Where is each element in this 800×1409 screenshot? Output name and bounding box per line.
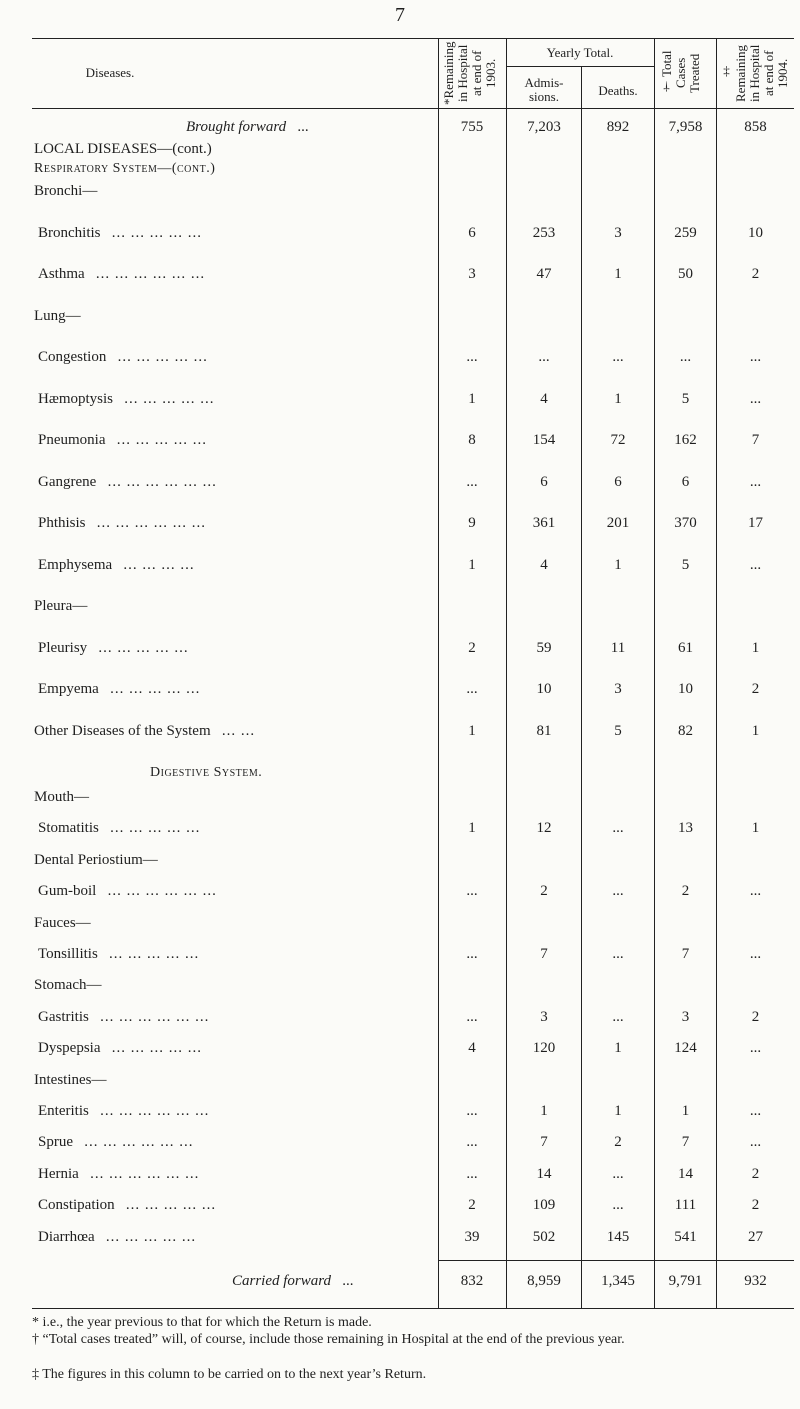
leader-dots: ... ... ... ... ... <box>110 820 201 837</box>
cell-remaining-1904: ... <box>749 883 762 900</box>
disease-name: Enteritis <box>38 1103 89 1119</box>
table-row <box>0 346 800 368</box>
cell-admissions: 59 <box>536 639 552 656</box>
cell-total-treated: 7 <box>681 946 690 962</box>
cell-admissions: 2 <box>540 883 548 900</box>
header-bottom-rule <box>32 108 794 109</box>
brought-forward-row <box>0 116 800 138</box>
disease-name: Diarrhœa <box>38 1228 95 1245</box>
cell-remaining-1904: 2 <box>751 1165 760 1182</box>
cell-remaining-1903: ... <box>466 1134 478 1151</box>
cell-admissions: 4 <box>540 390 548 407</box>
cell-deaths: 11 <box>610 639 626 656</box>
cell-total-treated: 50 <box>678 266 693 282</box>
table-row <box>0 637 800 659</box>
cell-admissions: 502 <box>532 1228 556 1245</box>
table-row <box>0 880 800 902</box>
table-row <box>0 912 800 934</box>
cell-total-treated: 5 <box>681 390 690 407</box>
page-number: 7 <box>395 4 405 26</box>
cell-remaining-1903: ... <box>466 473 478 490</box>
disease-name: Asthma <box>38 266 85 282</box>
cell-admissions: 12 <box>536 820 552 837</box>
table-row <box>0 429 800 451</box>
cell-total-treated: 5 <box>681 556 690 573</box>
cf-admissions: 8,959 <box>527 1273 561 1289</box>
cell-remaining-1904: ... <box>749 390 762 407</box>
cell-remaining-1904: 7 <box>751 432 760 448</box>
disease-name: Stomach— <box>34 977 102 994</box>
cell-deaths: ... <box>612 946 624 962</box>
cell-remaining-1904: 2 <box>751 1197 760 1214</box>
table-row <box>0 1100 800 1122</box>
cell-total-treated: 6 <box>681 473 690 490</box>
disease-name: Dyspepsia <box>38 1040 101 1057</box>
cell-remaining-1904: 27 <box>748 1228 763 1245</box>
bf-deaths: 892 <box>606 119 630 135</box>
header-deaths: Deaths. <box>598 83 638 98</box>
cell-remaining-1903: 2 <box>468 639 476 656</box>
disease-name: Stomatitis <box>38 820 99 837</box>
cell-admissions: ... <box>538 349 550 365</box>
leader-dots: ... ... ... ... ... ... <box>107 473 217 490</box>
cell-remaining-1903: ... <box>466 1103 478 1119</box>
cell-remaining-1903: 6 <box>468 224 476 241</box>
header-yearly-total: Yearly Total. <box>546 45 614 60</box>
carried-forward-label: Carried forward <box>232 1273 332 1289</box>
cell-total-treated: 1 <box>681 1103 690 1119</box>
section-local-diseases: LOCAL DISEASES—(cont.) <box>34 141 212 157</box>
brought-forward-dots: ... <box>297 119 309 135</box>
cell-total-treated: 3 <box>681 1008 690 1025</box>
disease-name: Bronchi— <box>34 183 98 199</box>
cell-remaining-1903: ... <box>466 1008 478 1025</box>
table-row <box>0 512 800 534</box>
header-diseases: Diseases. <box>85 65 135 80</box>
table-row <box>0 1194 800 1216</box>
cell-remaining-1903: ... <box>466 349 478 365</box>
cell-deaths: ... <box>612 820 624 837</box>
cell-total-treated: 259 <box>674 224 697 241</box>
cell-admissions: 10 <box>536 681 552 697</box>
cell-total-treated: 541 <box>674 1228 697 1245</box>
disease-name: Lung— <box>34 307 81 324</box>
cell-remaining-1903: ... <box>466 1165 478 1182</box>
carried-forward-top-rule <box>438 1260 794 1261</box>
cell-remaining-1904: ... <box>749 473 762 490</box>
carried-forward-row <box>0 1270 800 1292</box>
cell-total-treated: 111 <box>674 1197 697 1214</box>
cell-remaining-1904: 2 <box>751 1008 760 1025</box>
cell-remaining-1903: 3 <box>468 266 476 282</box>
cell-admissions: 6 <box>540 473 548 490</box>
disease-name: Bronchitis <box>38 224 101 241</box>
section-digestive: Digestive System. <box>150 765 263 780</box>
header-total-treated: † Total Cases Treated <box>659 50 702 96</box>
cf-total-treated: 9,791 <box>668 1273 703 1289</box>
cell-remaining-1903: ... <box>466 883 478 900</box>
table-row <box>0 471 800 493</box>
cell-deaths: 3 <box>614 224 622 241</box>
cell-total-treated: 2 <box>681 883 690 900</box>
cell-deaths: 1 <box>614 1040 622 1057</box>
cell-remaining-1903: 4 <box>468 1040 476 1057</box>
table-row <box>0 595 800 617</box>
table-row <box>0 263 800 285</box>
cell-deaths: 1 <box>614 1103 622 1119</box>
cell-admissions: 120 <box>532 1040 556 1057</box>
cell-deaths: 6 <box>614 473 622 490</box>
cell-admissions: 1 <box>540 1103 548 1119</box>
table-row <box>0 1006 800 1028</box>
footnote-double-dagger: ‡ The figures in this column to be carried on to the next year’s Return. <box>32 1367 427 1382</box>
yearly-total-rule <box>506 66 654 67</box>
cell-remaining-1903: ... <box>466 681 478 697</box>
cell-total-treated: 124 <box>674 1040 697 1057</box>
cell-deaths: 5 <box>614 722 622 739</box>
cell-remaining-1903: 9 <box>468 515 476 531</box>
leader-dots: ... ... <box>221 722 256 739</box>
disease-name: Pleurisy <box>38 639 88 656</box>
cell-total-treated: 370 <box>674 515 697 531</box>
cell-total-treated: 162 <box>674 432 697 448</box>
table-top-rule <box>32 38 794 39</box>
bf-remaining-1904: 858 <box>744 119 767 135</box>
cell-remaining-1903: 1 <box>468 556 476 573</box>
cell-remaining-1904: 1 <box>751 639 760 656</box>
table-row <box>0 222 800 244</box>
cell-total-treated: 82 <box>678 722 693 739</box>
cell-remaining-1904: ... <box>749 1103 762 1119</box>
disease-name: Empyema <box>38 681 99 697</box>
cell-remaining-1903: 1 <box>468 722 476 739</box>
leader-dots: ... ... ... ... ... <box>111 1040 202 1057</box>
cell-remaining-1903: 1 <box>468 820 476 837</box>
table-row <box>0 1037 800 1059</box>
table-row <box>0 180 800 202</box>
cell-remaining-1904: ... <box>749 556 762 573</box>
disease-name: Congestion <box>38 349 107 365</box>
cell-deaths: 145 <box>606 1228 630 1245</box>
table-row <box>0 849 800 871</box>
leader-dots: ... ... ... ... ... ... <box>90 1165 200 1182</box>
table-row <box>0 786 800 808</box>
disease-name: Gastritis <box>38 1008 89 1025</box>
cell-remaining-1904: ... <box>749 946 762 962</box>
cell-remaining-1903: 39 <box>464 1228 480 1245</box>
bf-total-treated: 7,958 <box>668 119 703 135</box>
leader-dots: ... ... ... ... ... <box>110 681 201 697</box>
section-respiratory: Respiratory System—(cont.) <box>34 161 216 176</box>
table-row <box>0 678 800 700</box>
footnote-dagger: † “Total cases treated” will, of course, include those remaining in Hospital at the end of the previous year. <box>32 1332 625 1347</box>
disease-name: Fauces— <box>34 914 91 931</box>
leader-dots: ... ... ... ... ... ... <box>95 266 206 282</box>
disease-name: Gum-boil <box>38 883 97 900</box>
cell-remaining-1904: ... <box>749 1134 762 1151</box>
disease-name: Mouth— <box>34 789 90 805</box>
cell-deaths: 201 <box>606 515 630 531</box>
leader-dots: ... ... ... ... ... <box>125 1197 217 1214</box>
cell-admissions: 7 <box>540 1134 548 1151</box>
cell-admissions: 47 <box>536 266 552 282</box>
cell-deaths: 72 <box>610 432 626 448</box>
leader-dots: ... ... ... ... ... <box>109 946 200 962</box>
table-row <box>0 388 800 410</box>
cell-total-treated: 14 <box>678 1165 693 1182</box>
cell-deaths: 2 <box>614 1134 622 1151</box>
disease-name: Pneumonia <box>38 432 106 448</box>
leader-dots: ... ... ... ... ... ... <box>100 1103 210 1119</box>
cell-remaining-1904: 1 <box>751 722 760 739</box>
cell-remaining-1903: 2 <box>468 1197 476 1214</box>
leader-dots: ... ... ... ... ... <box>116 432 207 448</box>
table-row <box>0 817 800 839</box>
leader-dots: ... ... ... ... ... ... <box>84 1134 194 1151</box>
cell-admissions: 361 <box>532 515 556 531</box>
disease-name: Sprue <box>38 1134 73 1151</box>
cell-deaths: ... <box>612 349 624 365</box>
table-row <box>0 974 800 996</box>
leader-dots: ... ... ... ... ... <box>98 639 189 656</box>
disease-name: Phthisis <box>38 515 86 531</box>
cell-total-treated: 13 <box>678 820 693 837</box>
disease-name: Tonsillitis <box>38 946 98 962</box>
cell-deaths: 1 <box>614 390 622 407</box>
leader-dots: ... ... ... ... <box>123 556 195 573</box>
cell-deaths: 1 <box>614 556 622 573</box>
table-row <box>0 554 800 576</box>
table-bottom-rule <box>32 1308 794 1309</box>
disease-name: Constipation <box>38 1197 115 1214</box>
disease-name: Dental Periostium— <box>34 851 158 868</box>
cf-deaths: 1,345 <box>601 1273 635 1289</box>
cell-remaining-1903: ... <box>466 946 478 962</box>
disease-name: Other Diseases of the System <box>34 722 211 739</box>
cell-deaths: ... <box>612 1008 624 1025</box>
cell-deaths: ... <box>612 1197 624 1214</box>
cell-remaining-1904: 2 <box>751 681 760 697</box>
cell-remaining-1904: ... <box>749 349 762 365</box>
leader-dots: ... ... ... ... ... <box>124 390 215 407</box>
footnote-star: * i.e., the year previous to that for which the Return is made. <box>32 1315 372 1330</box>
cell-remaining-1903: 1 <box>468 390 476 407</box>
leader-dots: ... ... ... ... ... ... <box>107 883 217 900</box>
leader-dots: ... ... ... ... ... <box>111 224 202 241</box>
cell-total-treated: ... <box>679 349 692 365</box>
cell-remaining-1904: 2 <box>751 266 760 282</box>
cell-total-treated: 61 <box>678 639 693 656</box>
disease-name: Pleura— <box>34 598 88 614</box>
table-row <box>0 1069 800 1091</box>
disease-name: Gangrene <box>38 473 97 490</box>
table-row <box>0 305 800 327</box>
cell-admissions: 109 <box>532 1197 556 1214</box>
cell-remaining-1904: ... <box>749 1040 762 1057</box>
bf-remaining-1903: 755 <box>460 119 484 135</box>
cell-deaths: 3 <box>614 681 622 697</box>
leader-dots: ... ... ... ... ... ... <box>100 1008 210 1025</box>
cf-remaining-1904: 932 <box>744 1273 767 1289</box>
leader-dots: ... ... ... ... ... <box>117 349 208 365</box>
cell-admissions: 253 <box>532 224 556 241</box>
leader-dots: ... ... ... ... ... <box>105 1228 197 1245</box>
cell-admissions: 154 <box>532 432 556 448</box>
table-row <box>0 720 800 742</box>
cell-remaining-1903: 8 <box>468 432 476 448</box>
cell-total-treated: 7 <box>681 1134 690 1151</box>
cell-deaths: ... <box>612 883 624 900</box>
table-row <box>0 1226 800 1248</box>
table-row <box>0 1163 800 1185</box>
bf-admissions: 7,203 <box>527 119 561 135</box>
table-row <box>0 943 800 965</box>
cell-deaths: ... <box>612 1165 624 1182</box>
brought-forward-label: Brought forward <box>186 119 287 135</box>
disease-name: Intestines— <box>34 1071 107 1088</box>
carried-forward-dots: ... <box>342 1273 354 1289</box>
header-remaining-1903: *Remaining in Hospital at end of 1903. <box>441 41 498 105</box>
header-remaining-1904: ‡ Remaining in Hospital at end of 1904. <box>719 44 790 102</box>
cf-remaining-1903: 832 <box>460 1273 484 1289</box>
cell-admissions: 7 <box>540 946 548 962</box>
disease-name: Hernia <box>38 1165 79 1182</box>
cell-admissions: 3 <box>540 1008 548 1025</box>
cell-total-treated: 10 <box>678 681 693 697</box>
cell-remaining-1904: 17 <box>748 515 763 531</box>
disease-name: Hæmoptysis <box>38 390 114 407</box>
cell-remaining-1904: 1 <box>751 820 760 837</box>
cell-admissions: 14 <box>536 1165 552 1182</box>
cell-admissions: 81 <box>536 722 552 739</box>
cell-admissions: 4 <box>540 556 548 573</box>
leader-dots: ... ... ... ... ... ... <box>96 515 207 531</box>
disease-name: Emphysema <box>38 556 113 573</box>
cell-deaths: 1 <box>614 266 622 282</box>
header-admissions: Admis- sions. <box>524 75 564 104</box>
cell-remaining-1904: 10 <box>748 224 763 241</box>
table-row <box>0 1131 800 1153</box>
